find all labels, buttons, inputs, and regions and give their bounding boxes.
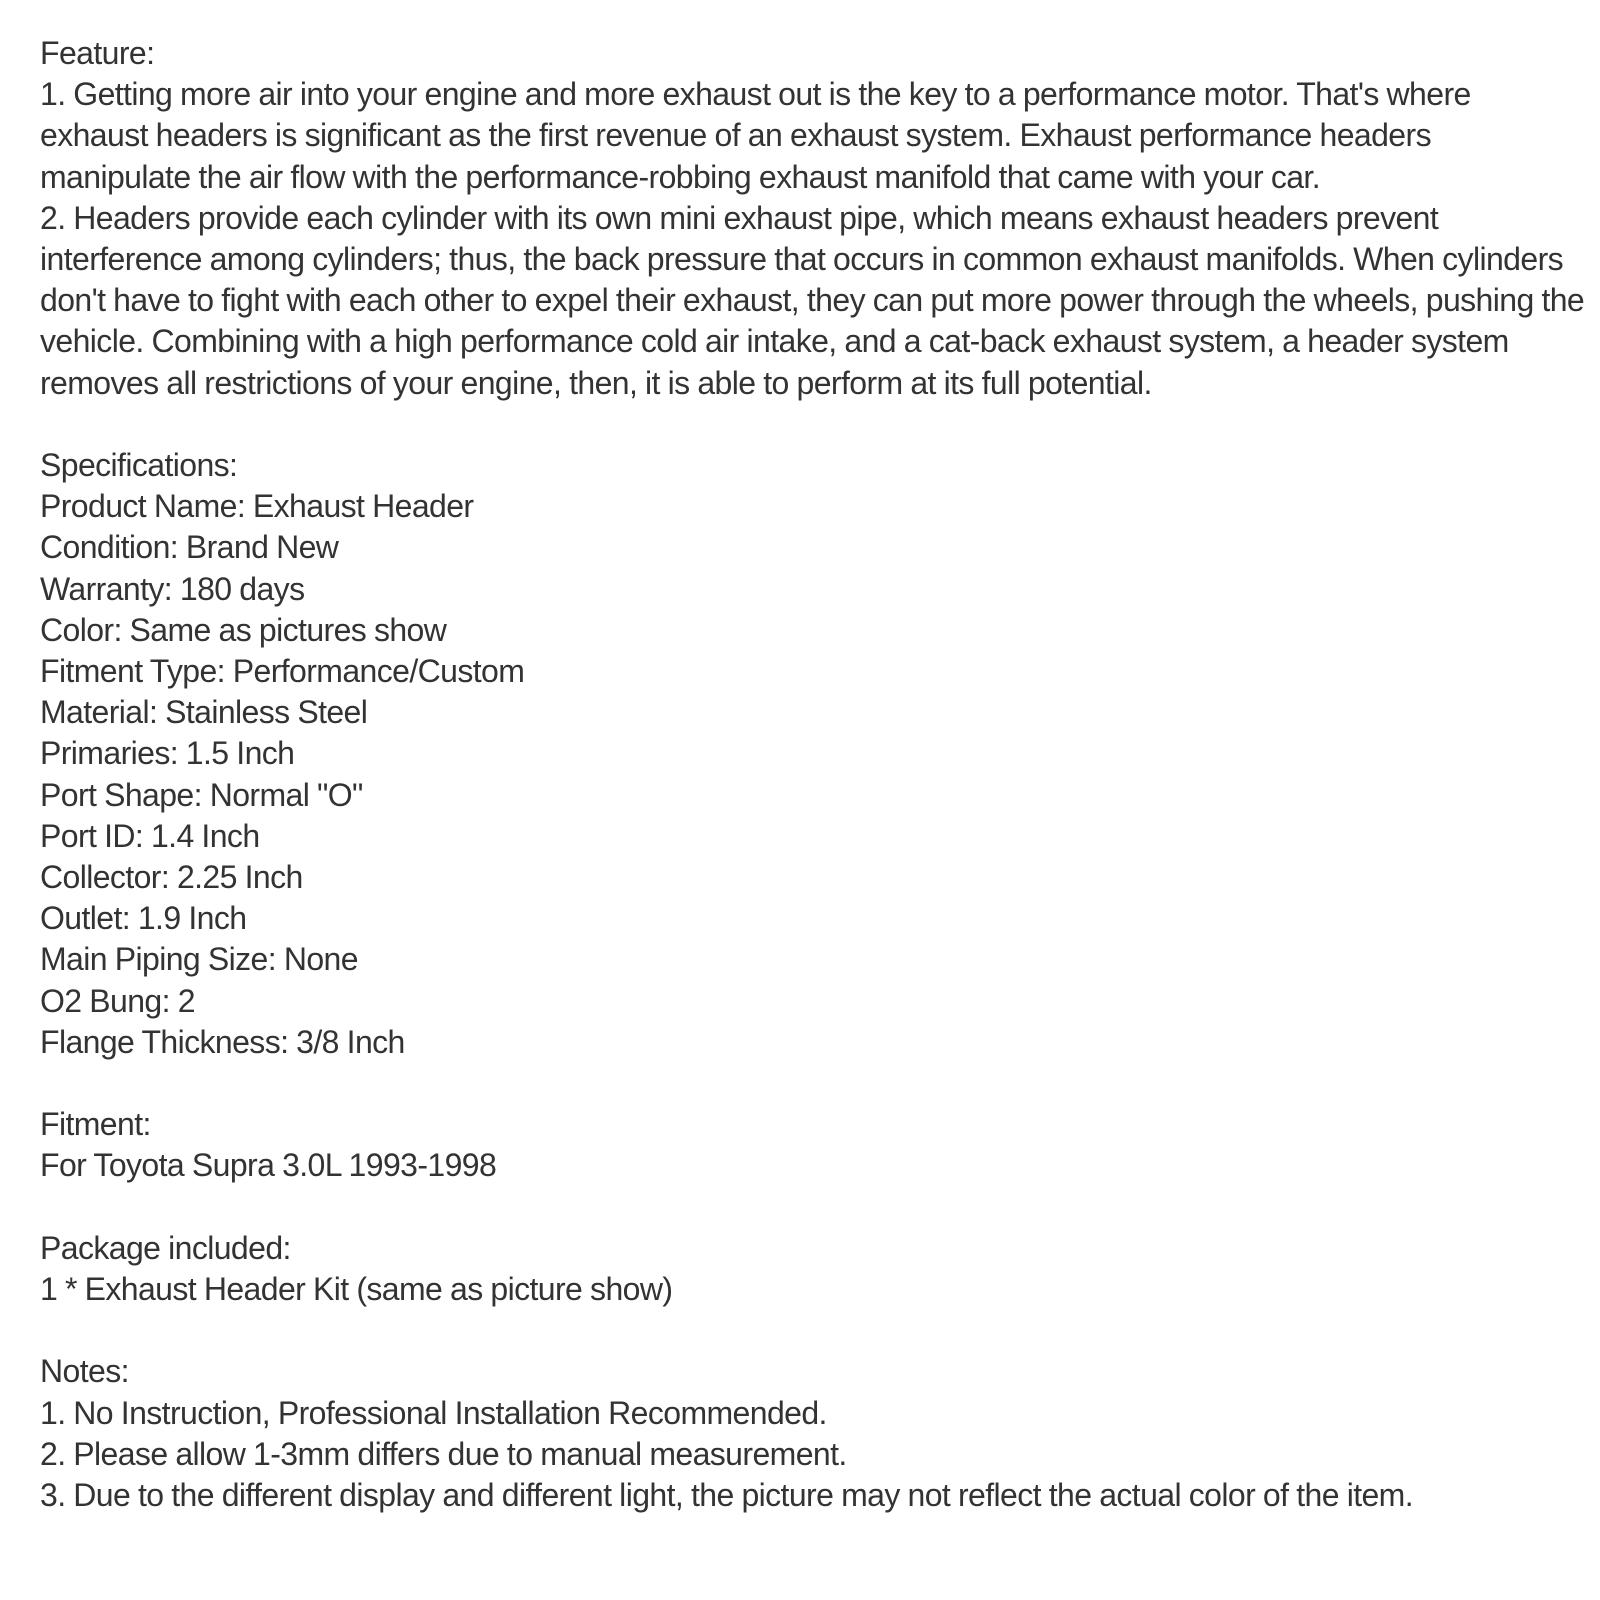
spec-main-piping-size: Main Piping Size: None xyxy=(40,941,358,978)
spec-flange-thickness: Flange Thickness: 3/8 Inch xyxy=(40,1023,405,1060)
specifications-section xyxy=(40,445,1585,1063)
section-spacer xyxy=(40,1063,1585,1104)
notes-section xyxy=(40,1351,1585,1516)
package-section xyxy=(40,1228,1585,1310)
spec-fitment-type: Fitment Type: Performance/Custom xyxy=(40,653,525,690)
fitment-vehicle: For Toyota Supra 3.0L 1993-1998 xyxy=(40,1147,497,1184)
product-description xyxy=(40,33,1585,1516)
notes-heading: Notes: xyxy=(40,1353,129,1390)
spec-primaries: Primaries: 1.5 Inch xyxy=(40,735,295,772)
note-3: 3. Due to the different display and different light, the picture may not reflect the actual color of the item. xyxy=(40,1477,1414,1514)
package-heading: Package included: xyxy=(40,1229,291,1266)
package-item: 1 * Exhaust Header Kit (same as picture show) xyxy=(40,1271,673,1308)
spec-color: Color: Same as pictures show xyxy=(40,611,447,648)
specifications-heading: Specifications: xyxy=(40,447,238,484)
feature-section xyxy=(40,33,1585,404)
spec-collector: Collector: 2.25 Inch xyxy=(40,859,303,896)
spec-warranty: Warranty: 180 days xyxy=(40,570,305,607)
note-1: 1. No Instruction, Professional Installation Recommended. xyxy=(40,1394,827,1431)
spec-o2-bung: O2 Bung: 2 xyxy=(40,982,195,1019)
spec-outlet: Outlet: 1.9 Inch xyxy=(40,900,247,937)
spec-port-shape: Port Shape: Normal "O" xyxy=(40,776,363,813)
spec-material: Material: Stainless Steel xyxy=(40,694,368,731)
section-spacer xyxy=(40,404,1585,445)
spec-condition: Condition: Brand New xyxy=(40,529,339,566)
feature-heading: Feature: xyxy=(40,35,155,71)
spec-port-id: Port ID: 1.4 Inch xyxy=(40,817,260,854)
fitment-section xyxy=(40,1104,1585,1186)
section-spacer xyxy=(40,1310,1585,1351)
section-spacer xyxy=(40,1187,1585,1228)
spec-product-name: Product Name: Exhaust Header xyxy=(40,488,474,525)
fitment-heading: Fitment: xyxy=(40,1106,151,1143)
feature-paragraph-2: 2. Headers provide each cylinder with its own mini exhaust pipe, which means exhaust headers prevent interference among cylinders; thus, the back pressure that occurs in common exhaust manifolds. When cylinders don't have to fight with each other to expel their exhaust, they can put more power through the wheels, pushing the vehicle. Combining with a high performance cold air intake, and a cat-back exhaust system, a header system removes all restrictions of your engine, then, it is able to perform at its full potential. xyxy=(40,199,1585,401)
feature-paragraph-1: 1. Getting more air into your engine and more exhaust out is the key to a performance motor. That's where exhaust headers is significant as the first revenue of an exhaust system. Exhaust performance headers manipulate the air flow with the performance-robbing exhaust manifold that came with your car. xyxy=(40,76,1471,195)
note-2: 2. Please allow 1-3mm differs due to manual measurement. xyxy=(40,1435,847,1472)
